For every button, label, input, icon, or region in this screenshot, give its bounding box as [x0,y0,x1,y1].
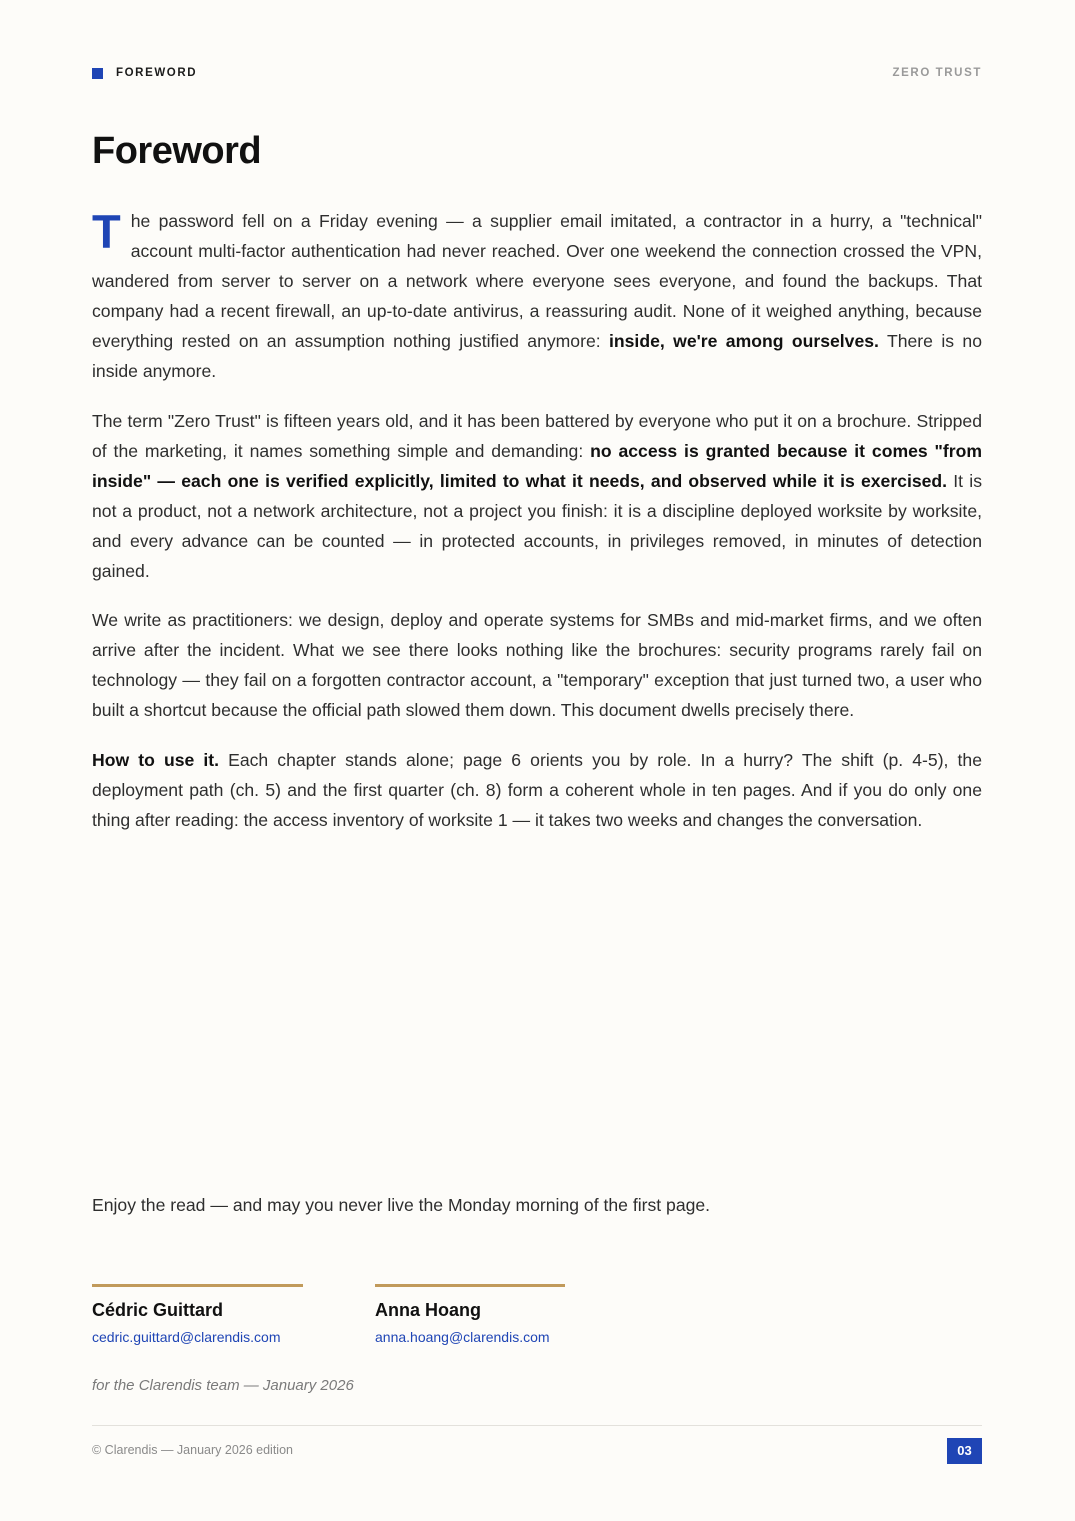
signature-caption: for the Clarendis team — January 2026 [92,1377,354,1394]
paragraph-1 [92,206,982,387]
signature-rule [92,1284,303,1287]
paragraph-1-text: he password fell on a Friday evening — a supplier email imitated, a contractor in a hurry, a "technical" account multi-factor authentication had never reached. Over one weekend the connection crossed the VPN, wandered from server to server on a network where everyone sees everyone, and found the backups. That company had a recent firewall, an up-to-date antivirus, a reassuring audit. None of it weighed anything, because everything rested on an assumption nothing justified anymore: [92,211,982,352]
drop-cap: T [92,205,121,258]
signature-block-2 [375,1284,565,1345]
closing-line: Enjoy the read — and may you never live the Monday morning of the first page. [92,1195,711,1215]
paragraph-2-emphasis: no access is granted because it comes "from inside" — each one is verified explicitly, limited to what it needs, and observed while it is exercised. [92,440,982,491]
page-number-badge: 03 [947,1438,982,1464]
section-label: FOREWORD [116,67,198,79]
signature-email-link[interactable]: anna.hoang@clarendis.com [375,1329,550,1345]
paragraph-4 [92,745,982,835]
signature-name: Anna Hoang [375,1300,481,1320]
running-header [92,67,982,81]
document-label: ZERO TRUST [892,67,982,79]
signature-name: Cédric Guittard [92,1300,224,1320]
footer-copyright: © Clarendis — January 2026 edition [92,1443,293,1457]
paragraph-4-text: Each chapter stands alone; page 6 orients you by role. In a hurry? The shift (p. 4-5), the deployment path (ch. 5) and the first quarter (ch. 8) form a coherent whole in ten pages. And if you do only one thing after reading: the access inventory of worksite 1 — it takes two weeks and changes the conversation. [92,749,982,830]
page-title: Foreword [92,130,262,172]
paragraph-2-tail: It is not a product, not a network architecture, not a project you finish: it is a discipline deployed worksite by worksite, and every advance can be counted — in protected accounts, in privileges removed, in minutes of detection gained. [92,470,983,582]
signature-email-link[interactable]: cedric.guittard@clarendis.com [92,1329,281,1345]
paragraph-2 [92,406,982,587]
body-text [92,206,982,854]
footer-divider [92,1425,982,1426]
signature-block-1 [92,1284,303,1345]
paragraph-1-emphasis: inside, we're among ourselves. [609,331,879,352]
section-marker-square [92,68,103,79]
paragraph-2-text: The term "Zero Trust" is fifteen years old, and it has been battered by everyone who put it on a brochure. Stripped of the marketing, it names something simple and demanding: [92,410,982,461]
paragraph-1-tail: There is no inside anymore. [92,331,983,382]
paragraph-4-lead: How to use it. [92,749,219,770]
signature-rule [375,1284,565,1287]
paragraph-3-text: We write as practitioners: we design, deploy and operate systems for SMBs and mid-market firms, and we often arrive after the incident. What we see there looks nothing like the brochures: security programs rarely fail on technology — they fail on a forgotten contractor account, a "temporary" exception that just turned two, a user who built a shortcut because the official path slowed them down. This document dwells precisely there. [92,610,982,721]
document-page [92,0,982,1521]
paragraph-3 [92,605,982,725]
